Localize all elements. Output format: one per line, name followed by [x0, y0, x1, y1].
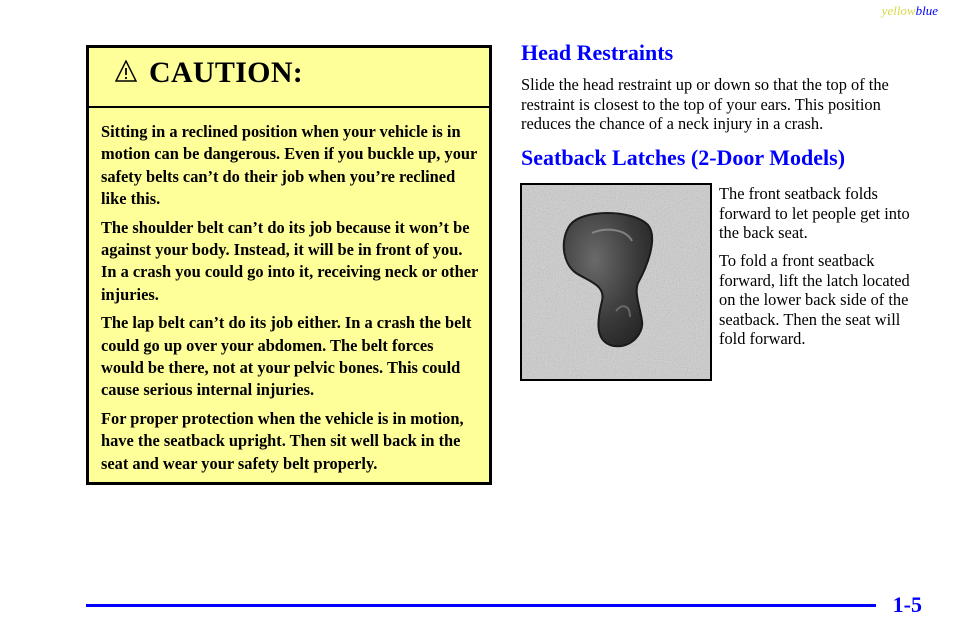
head-restraints-text: Slide the head restraint up or down so that the top of the restraint is closest to the top of your ears. This position reduces the chance of a neck injury in a crash. — [521, 75, 889, 134]
caution-paragraph: The shoulder belt can’t do its job because it won’t be against your body. Instead, it will be in front of you. In a crash you could go into it, receiving neck or other injuries. — [101, 217, 478, 304]
caution-paragraph: For proper protection when the vehicle is in motion, have the seatback upright. Then sit well back in the seat and wear your safety belt properly. — [101, 408, 464, 473]
blue-tag: blue — [915, 3, 938, 18]
footer-rule — [86, 604, 876, 607]
seatback-latch-photo — [520, 183, 712, 381]
caution-title: CAUTION: — [149, 56, 304, 89]
warning-triangle-icon — [115, 60, 137, 82]
seatback-latches-heading: Seatback Latches (2-Door Models) — [521, 145, 846, 170]
seatback-latches-text: The front seatback folds forward to let people get into the back seat. — [719, 184, 910, 243]
caution-header — [89, 48, 489, 108]
page-number: 1-5 — [892, 592, 922, 617]
color-tags — [882, 3, 938, 19]
yellow-tag: yellow — [881, 3, 916, 18]
caution-paragraph: The lap belt can’t do its job either. In a crash the belt could go up over your abdomen. The belt forces would be there, not at your pelvic bones. This could cause serious internal injuries. — [101, 313, 472, 400]
caution-paragraph: Sitting in a reclined position when your vehicle is in motion can be dangerous. Even if you buckle up, your safety belts can’t do their job when you’re reclined like this. — [101, 122, 477, 209]
caution-body — [89, 108, 489, 475]
seatback-latches-text: To fold a front seatback forward, lift the latch located on the lower back side of the seatback. Then the seat will fold forward. — [719, 251, 910, 349]
caution-box — [86, 45, 492, 485]
head-restraints-heading: Head Restraints — [521, 40, 674, 65]
